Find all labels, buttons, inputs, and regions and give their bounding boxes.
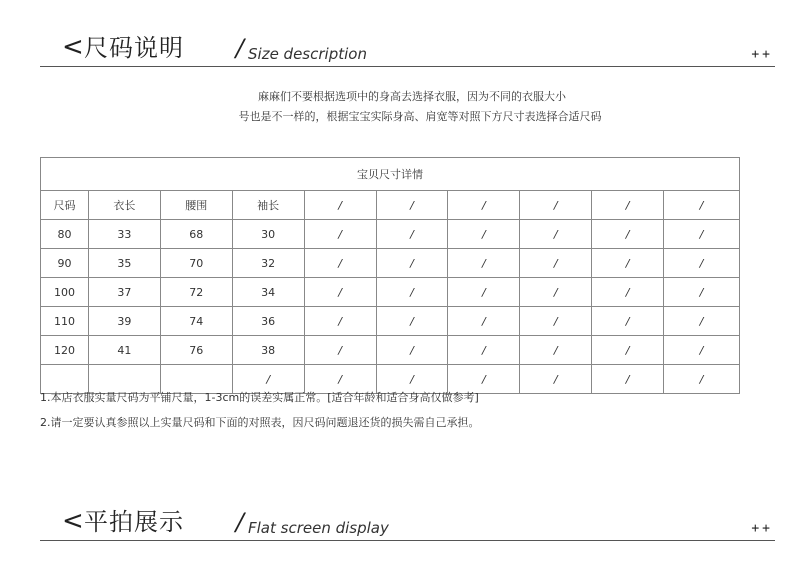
table-cell: / xyxy=(664,220,740,249)
table-cell: / xyxy=(376,249,448,278)
table-cell: 33 xyxy=(88,220,160,249)
note-2: 2.请一定要认真参照以上实量尺码和下面的对照表，因尺码问题退还货的损失需自己承担。 xyxy=(40,416,480,429)
table-cell: / xyxy=(664,365,740,394)
table-cell: 72 xyxy=(160,278,232,307)
table-cell: / xyxy=(448,191,520,220)
table-cell: 39 xyxy=(88,307,160,336)
table-cell: 68 xyxy=(160,220,232,249)
size-table xyxy=(40,157,740,394)
table-cell: / xyxy=(520,307,592,336)
table-cell: 100 xyxy=(41,278,89,307)
table-cell: 38 xyxy=(232,336,304,365)
table-cell: / xyxy=(304,336,376,365)
table-cell: / xyxy=(664,307,740,336)
table-cell: / xyxy=(520,220,592,249)
table-cell: / xyxy=(520,249,592,278)
table-cell: 80 xyxy=(41,220,89,249)
table-cell: 36 xyxy=(232,307,304,336)
table-cell: / xyxy=(304,220,376,249)
table-cell: / xyxy=(376,278,448,307)
table-row xyxy=(41,336,740,365)
flat-display-title: 平拍展示 xyxy=(84,508,184,536)
table-row xyxy=(41,249,740,278)
plus-icon: ++ xyxy=(751,521,773,536)
flat-display-subtitle: Flat screen display xyxy=(248,519,389,537)
table-header-row xyxy=(41,191,740,220)
table-cell: 32 xyxy=(232,249,304,278)
table-cell: / xyxy=(304,249,376,278)
table-cell: / xyxy=(232,365,304,394)
flat-display-header xyxy=(40,504,775,541)
table-cell: 74 xyxy=(160,307,232,336)
table-cell: / xyxy=(664,336,740,365)
table-cell: / xyxy=(664,191,740,220)
table-row xyxy=(41,220,740,249)
table-cell: / xyxy=(376,220,448,249)
size-description-header xyxy=(40,30,775,67)
table-cell: 76 xyxy=(160,336,232,365)
table-cell: / xyxy=(448,365,520,394)
note-1: 1.本店衣服实量尺码为平铺尺量，1-3cm的误差实属正常。[适合年龄和适合身高仅做参考] xyxy=(40,391,479,404)
table-cell: 35 xyxy=(88,249,160,278)
table-title-row xyxy=(41,158,740,191)
table-cell: 尺码 xyxy=(41,191,89,220)
table-cell: 30 xyxy=(232,220,304,249)
table-cell: / xyxy=(592,249,664,278)
table-cell: / xyxy=(592,365,664,394)
table-cell: / xyxy=(304,307,376,336)
table-cell: 70 xyxy=(160,249,232,278)
table-cell: / xyxy=(376,336,448,365)
title-divider-slash: / xyxy=(233,508,248,536)
table-cell: / xyxy=(592,336,664,365)
table-cell: / xyxy=(664,278,740,307)
title-divider-slash: / xyxy=(233,34,248,62)
chevron-left-icon: < xyxy=(62,506,84,536)
plus-icon: ++ xyxy=(751,47,773,62)
table-cell: / xyxy=(448,278,520,307)
table-cell: / xyxy=(520,336,592,365)
intro-line-1: 麻麻们不要根据选项中的身高去选择衣服，因为不同的衣服大小 xyxy=(258,90,566,103)
table-cell: 34 xyxy=(232,278,304,307)
table-cell: 90 xyxy=(41,249,89,278)
table-cell: / xyxy=(520,191,592,220)
intro-line-2: 号也是不一样的，根据宝宝实际身高、肩宽等对照下方尺寸表选择合适尺码 xyxy=(238,110,602,123)
table-cell: / xyxy=(448,220,520,249)
table-cell: / xyxy=(664,249,740,278)
table-row xyxy=(41,307,740,336)
table-cell: / xyxy=(592,220,664,249)
table-cell: / xyxy=(448,249,520,278)
table-cell: / xyxy=(592,191,664,220)
table-cell: 袖长 xyxy=(232,191,304,220)
table-cell: / xyxy=(448,336,520,365)
table-cell: / xyxy=(376,191,448,220)
table-cell: / xyxy=(376,365,448,394)
table-cell: 37 xyxy=(88,278,160,307)
table-cell: 120 xyxy=(41,336,89,365)
table-cell: / xyxy=(304,278,376,307)
table-cell: / xyxy=(304,191,376,220)
table-title: 宝贝尺寸详情 xyxy=(41,158,740,191)
table-cell: / xyxy=(448,307,520,336)
table-cell: / xyxy=(520,278,592,307)
table-cell: / xyxy=(376,307,448,336)
table-cell: 衣长 xyxy=(88,191,160,220)
table-cell: 110 xyxy=(41,307,89,336)
table-cell: / xyxy=(592,307,664,336)
table-cell: / xyxy=(592,278,664,307)
size-description-subtitle: Size description xyxy=(248,45,367,63)
table-cell: / xyxy=(520,365,592,394)
table-row xyxy=(41,278,740,307)
size-description-title: 尺码说明 xyxy=(84,34,184,62)
table-cell: 41 xyxy=(88,336,160,365)
table-cell: / xyxy=(304,365,376,394)
chevron-left-icon: < xyxy=(62,32,84,62)
table-cell: 腰围 xyxy=(160,191,232,220)
